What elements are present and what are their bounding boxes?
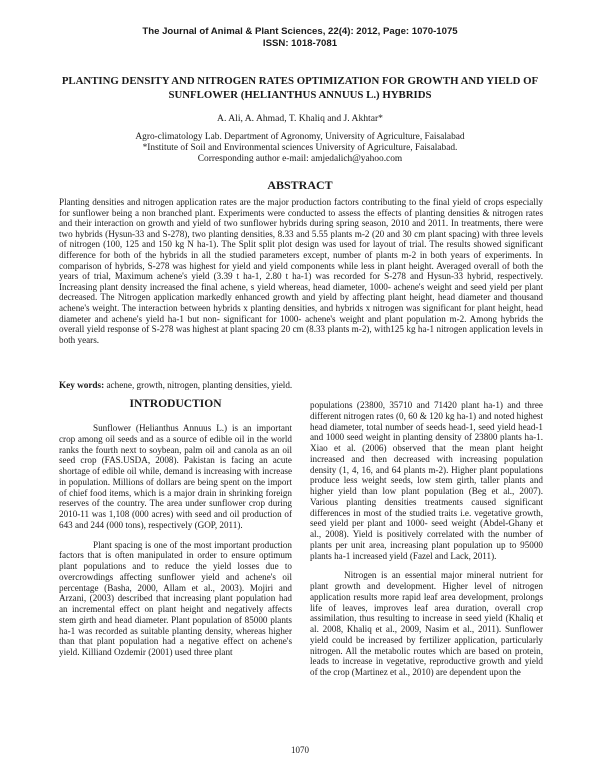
affiliation-2: *Institute of Soil and Environmental sciences University of Agriculture, Faisalabad. bbox=[142, 142, 458, 153]
journal-issn: ISSN: 1018-7081 bbox=[262, 38, 338, 49]
affiliation-1: Agro-climatology Lab. Department of Agronomy, University of Agriculture, Faisalabad bbox=[135, 132, 465, 142]
intro-paragraph-2: Plant spacing is one of the most important production factors that is often manipulated in order to ensure optimum plant populations and to reduce the yield losses due to overcrowdings affecting sunflower yield and achene's oil percentage (Basha, 2000, Allam et al., 2003). Mojiri and Arzani, (2003) described that increasing plant population had an incremental effect on plant height and negatively affects stem girth and head diameter. Plant population of 85000 plants ha-1 was recorded as suitable planting density, whereas higher than that plant population had a negative effect on achene's yield. Killiand Ozdemir (2001) used three plant bbox=[59, 539, 292, 657]
page-number: 1070 bbox=[291, 745, 309, 755]
intro-paragraph-4: Nitrogen is an essential major mineral nutrient for plant growth and development. Higher level of nitrogen application results more rapid leaf area development, prolongs life of leaves, improves leaf area duration, overall crop assimilation, thus resulting to increase in seed yield (Khaliq et al. 2008, Khaliq et al., 2009, Nasim et al., 2011). Sunflower yield could be increased by fertilizer application, particularly nitrogen. All the metabolic routes which are based on protein, leads to increase in vegetative, reproductive growth and yield of the crop (Martinez et al., 2010) are dependent upon the bbox=[310, 570, 543, 677]
abstract-heading: ABSTRACT bbox=[267, 178, 333, 192]
journal-citation: The Journal of Animal & Plant Sciences, 22(4): 2012, Page: 1070-1075 bbox=[142, 26, 458, 37]
introduction-heading: INTRODUCTION bbox=[129, 398, 222, 410]
abstract-text: Planting densities and nitrogen application rates are the major production factors contributing to the final yield of crops especially for sunflower being a non branched plant. Experiments were conducted to assess the effects of planting densities & nitrogen rates and their interaction on growth and yield of two sunflower hybrids during spring season, 2010 and 2011. In treatments, there were two hybrids (Hysun-33 and S-278), two planting densities, 8.33 and 5.55 plants m-2 (20 and 30 cm plant spacing) with three levels of nitrogen (100, 125 and 150 kg N ha-1). The Split split plot design was used for layout of trial. The results showed significant difference for both of the hybrids in all the studied parameters except, number of plants m-2 in both years of experiments. In comparison of hybrids, S-278 was highest for yield and yield components while less in plant height. Averaged overall of both the years of trial, Maximum achene's yield (3.39 t ha-1, 2.80 t ha-1) was recorded for S-278 and Hysun-33 hybrid, respectively. Increasing plant density increased the final achene, s yield whereas, head diameter, 1000- achene's weight and seed yield per plant decreased. The Nitrogen application markedly enhanced growth and yield by affecting plant height, head diameter and thousand achene's weight. The interaction between hybrids x planting densities, and hybrids x nitrogen was significant for plant height, head diameter and achene's yield ha-1 but non- significant for 1000- achene's weight and plant population m-2. Among hybrids the overall yield response of S-278 was highest at plant spacing 20 cm (8.33 plants m-2), with125 kg ha-1 nitrogen application levels in both years. bbox=[59, 197, 543, 345]
intro-paragraph-3: populations (23800, 35710 and 71420 plant ha-1) and three different nitrogen rates (0, 60 & 120 kg ha-1) and noted highest head diameter, total number of seeds head-1, seed yield head-1 and 1000 seed weight in planting density of 23800 plants ha-1. Xiao et al. (2006) observed that the mean plant height increased and then decreased with increasing population density (1, 4, 16, and 64 plants m-2). Higher plant populations produce less weight seeds, low stem girth, taller plants and higher yield than low plant population (Beg et al., 2007). Various planting densities treatments caused significant differences in most of the studied traits i.e. vegetative growth, seed yield per plant and 1000- seed weight (Abdel-Ghany et al., 2008). Yield is positively correlated with the number of plants per unit area, increasing plant population up to 95000 plants ha-1 increased yield (Fazel and Lack, 2011). bbox=[310, 400, 543, 561]
keywords-label: Key words: bbox=[59, 380, 105, 390]
keywords bbox=[59, 380, 543, 391]
keywords-text: achene, growth, nitrogen, planting densities, yield. bbox=[106, 380, 293, 390]
right-column bbox=[310, 400, 543, 687]
journal-header bbox=[0, 26, 600, 50]
author-list: A. Ali, A. Ahmad, T. Khaliq and J. Akhtar* bbox=[217, 113, 383, 124]
left-column bbox=[59, 423, 292, 667]
paper-title: PLANTING DENSITY AND NITROGEN RATES OPTIMIZATION FOR GROWTH AND YIELD OF SUNFLOWER (HELIANTHUS ANNUUS L.) HYBRIDS bbox=[61, 75, 539, 101]
intro-paragraph-1: Sunflower (Helianthus Annuus L.) is an important crop among oil seeds and as a source of edible oil in the world ranks the fourth next to soybean, palm oil and canola as an oil seed crop (FAS.USDA, 2008). Pakistan is facing an acute shortage of edible oil while, demand is increasing with increase in population. Millions of dollars are being spent on the import of chief food items, which is a major drain in shrinking foreign reserves of the country. The area under sunflower crop during 2010-11 was 1,108 (000 acres) with seed and oil production of 643 and 244 (000 tons), respectively (GOP, 2011). bbox=[59, 423, 292, 530]
corresponding-author: Corresponding author e-mail: amjedalich@yahoo.com bbox=[197, 153, 403, 164]
affiliations bbox=[0, 132, 600, 164]
